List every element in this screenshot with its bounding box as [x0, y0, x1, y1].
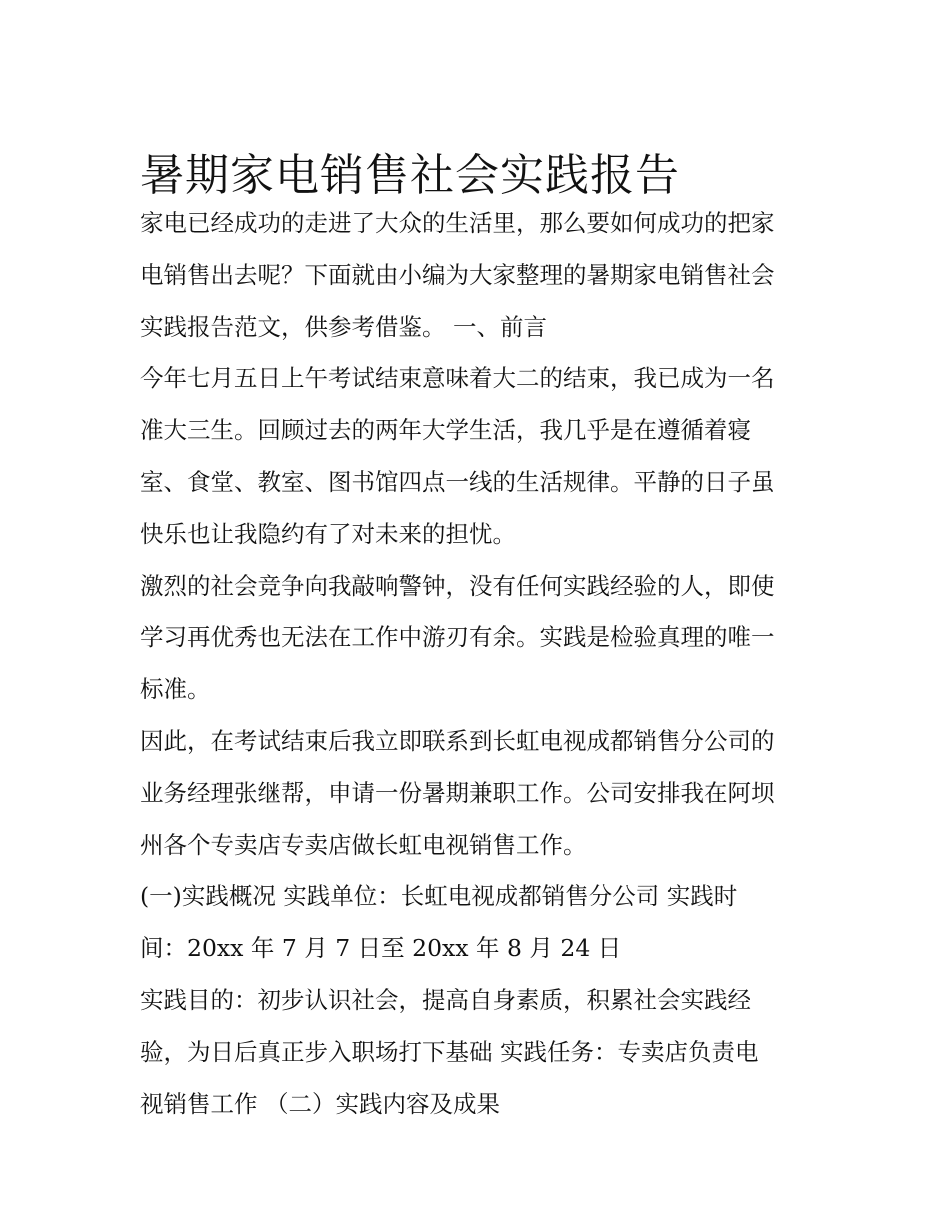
body-line: 州各个专卖店专卖店做长虹电视销售工作。	[140, 830, 587, 859]
body-line: 准大三生。回顾过去的两年大学生活，我几乎是在遵循着寝	[140, 416, 751, 445]
body-line: 因此，在考试结束后我立即联系到长虹电视成都销售分公司的	[140, 726, 775, 755]
body-line: 业务经理张继帮，申请一份暑期兼职工作。公司安排我在阿坝	[140, 778, 775, 807]
body-line: 视销售工作 （二）实践内容及成果	[140, 1089, 500, 1118]
body-line: 室、食堂、教室、图书馆四点一线的生活规律。平静的日子虽	[140, 467, 775, 496]
document-title: 暑期家电销售社会实践报告	[140, 150, 680, 202]
body-line: 电销售出去呢？下面就由小编为大家整理的暑期家电销售社会	[140, 260, 775, 289]
body-line: (一)实践概况 实践单位：长虹电视成都销售分公司 实践时	[140, 882, 738, 911]
body-line: 实践目的：初步认识社会，提高自身素质，积累社会实践经	[140, 985, 751, 1014]
body-line: 今年七月五日上午考试结束意味着大二的结束，我已成为一名	[140, 364, 775, 393]
body-line: 快乐也让我隐约有了对未来的担忧。	[140, 519, 516, 548]
body-line: 学习再优秀也无法在工作中游刃有余。实践是检验真理的唯一	[140, 623, 775, 652]
body-line: 激烈的社会竞争向我敲响警钟，没有任何实践经验的人，即使	[140, 571, 775, 600]
body-line: 间：20xx 年 7 月 7 日至 20xx 年 8 月 24 日	[140, 934, 622, 963]
body-line: 实践报告范文，供参考借鉴。 一、前言	[140, 312, 547, 341]
body-line: 标准。	[140, 675, 211, 704]
body-line: 家电已经成功的走进了大众的生活里，那么要如何成功的把家	[140, 209, 775, 237]
document-body	[140, 198, 820, 1130]
body-line: 验，为日后真正步入职场打下基础 实践任务：专卖店负责电	[140, 1037, 759, 1066]
